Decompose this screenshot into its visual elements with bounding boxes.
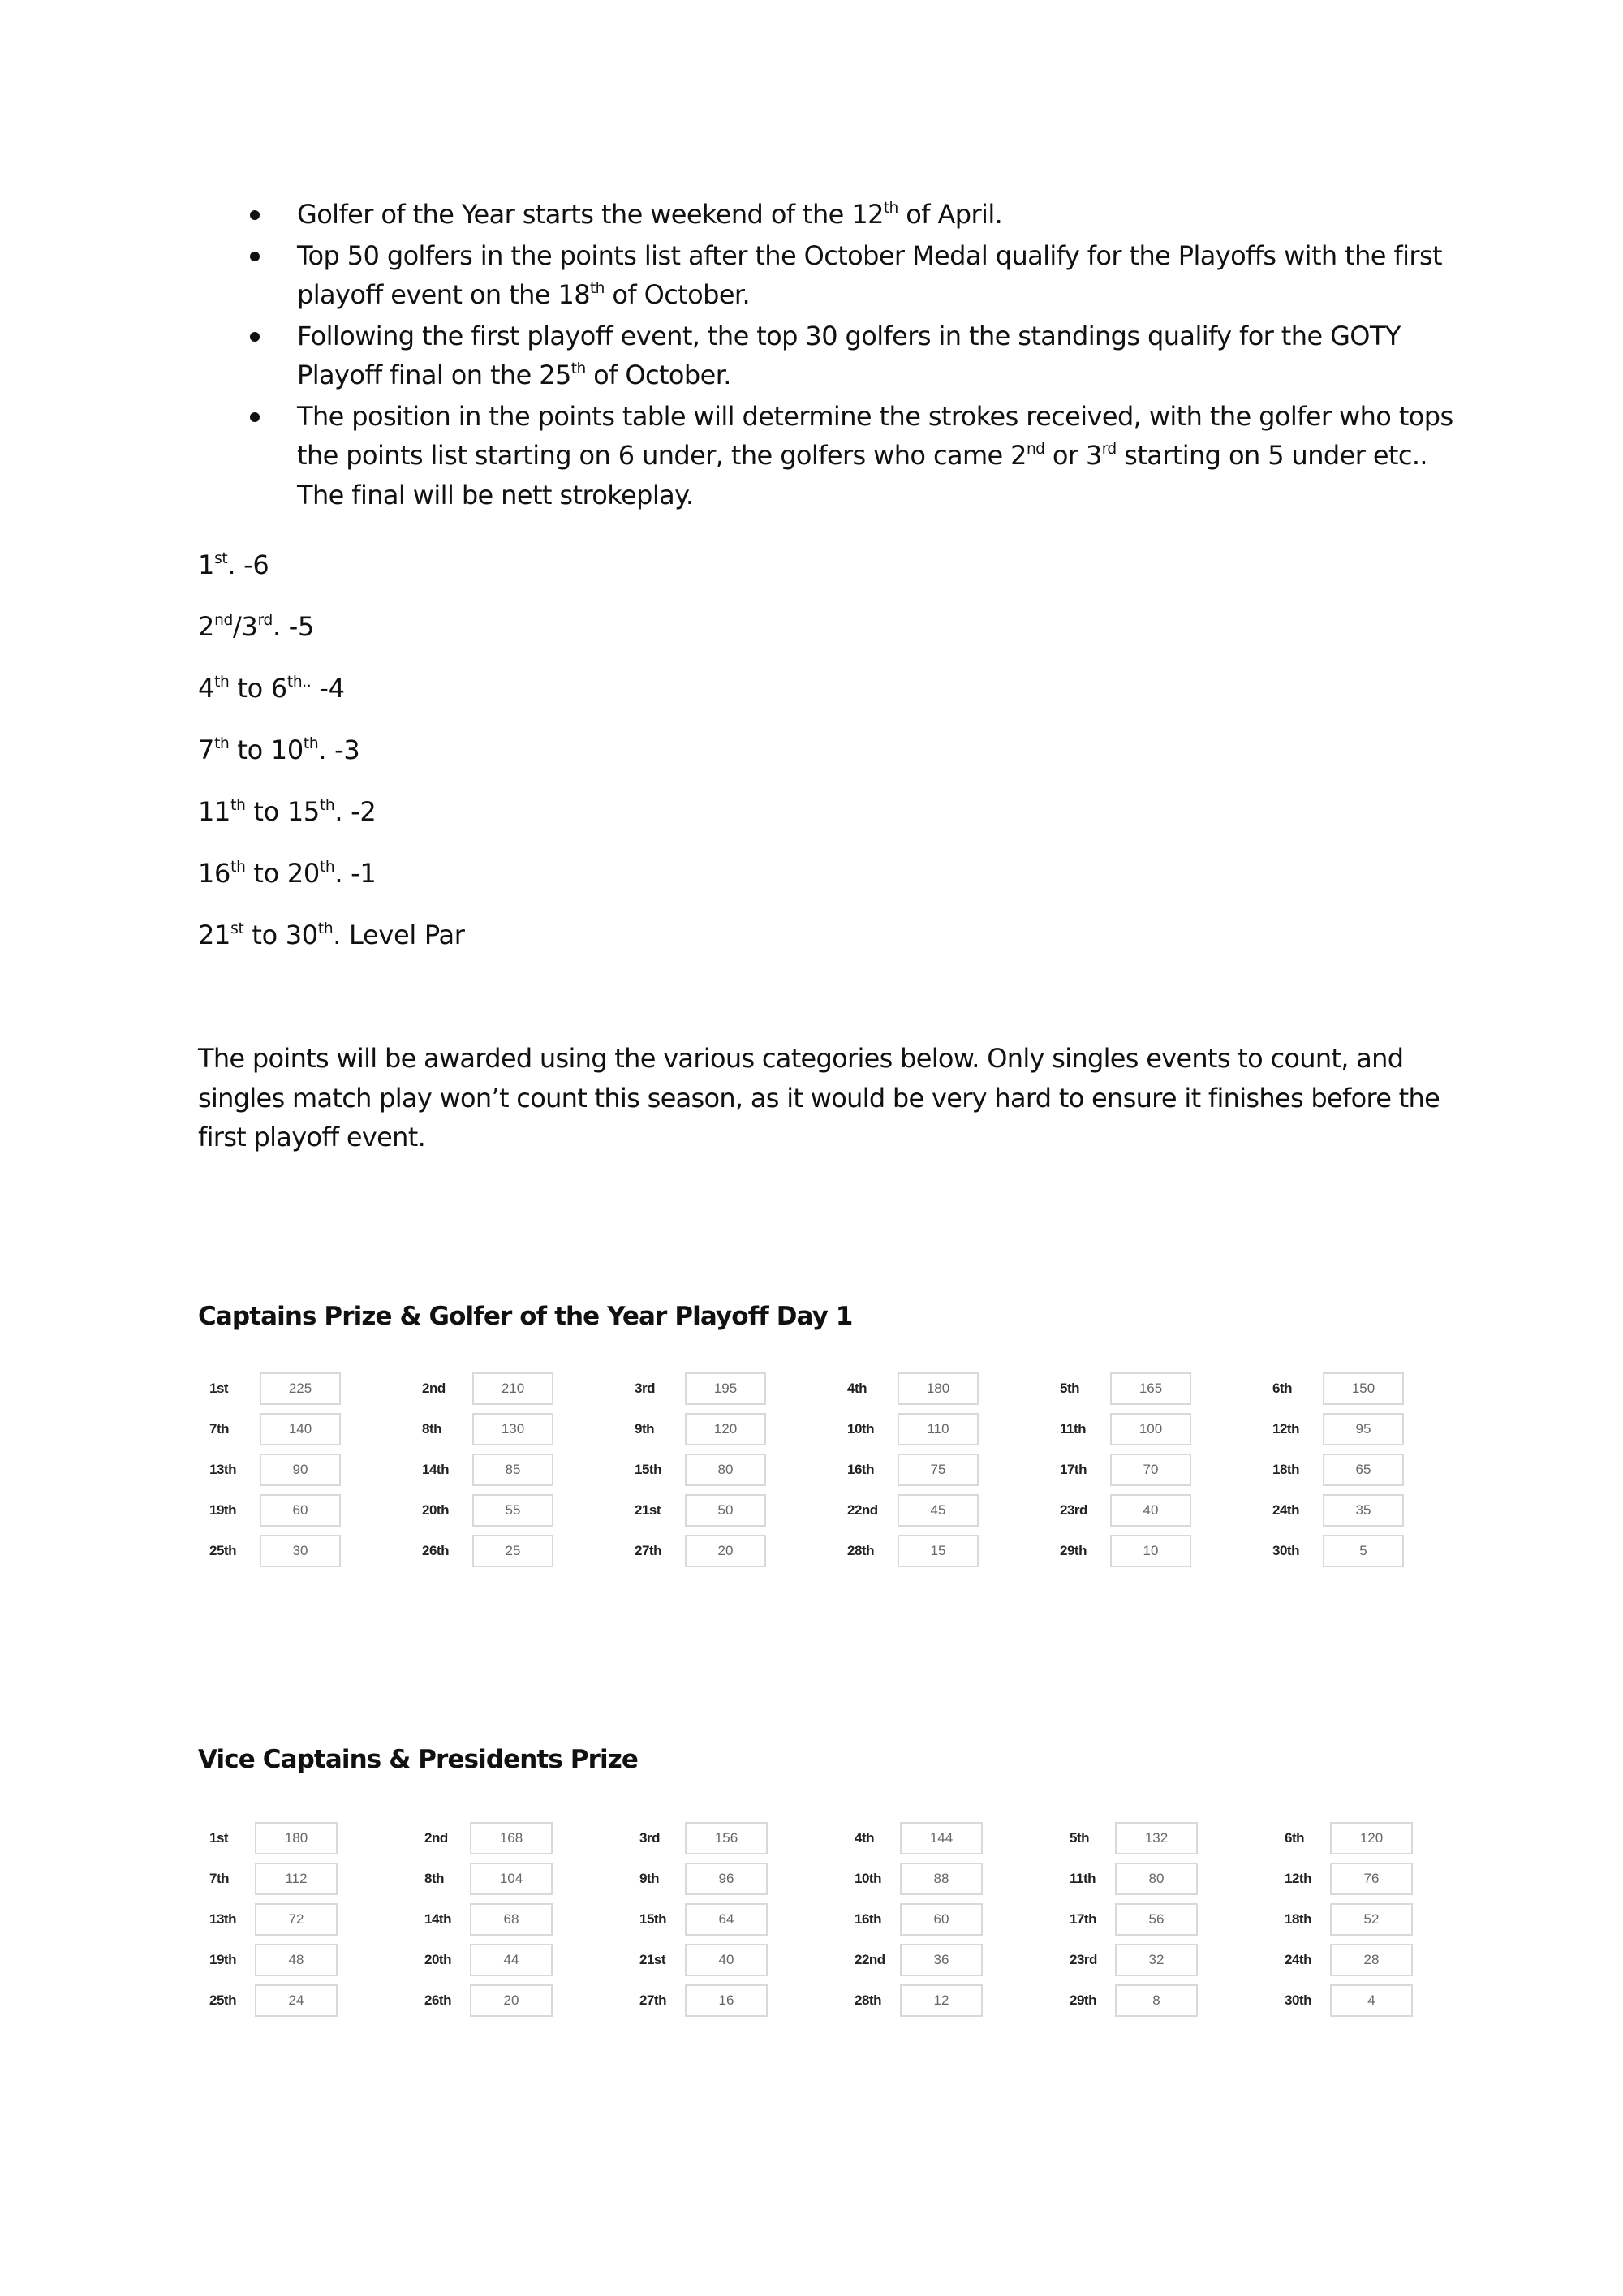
position-label: 23rd <box>1060 1502 1087 1518</box>
position-label: 7th <box>209 1871 229 1886</box>
position-cell <box>833 1372 1045 1405</box>
position-label: 30th <box>1285 1992 1311 2008</box>
points-value-box: 65 <box>1323 1454 1404 1486</box>
strokes-line <box>198 792 465 854</box>
strokes-line <box>198 730 465 792</box>
position-cell <box>833 1413 1045 1445</box>
table-row <box>195 1409 1470 1450</box>
position-label: 15th <box>635 1462 661 1477</box>
points-value-box: 28 <box>1330 1944 1413 1976</box>
points-value-box: 64 <box>685 1903 768 1936</box>
position-label: 9th <box>635 1421 654 1437</box>
text-run: . Level Par <box>333 920 465 950</box>
position-label: 28th <box>847 1543 874 1558</box>
position-cell <box>833 1494 1045 1527</box>
points-value-box: 4 <box>1330 1984 1413 2017</box>
bullet-item <box>243 236 1461 315</box>
points-value-box: 10 <box>1110 1535 1191 1567</box>
points-value-box: 68 <box>470 1903 553 1936</box>
position-cell <box>407 1535 620 1567</box>
position-label: 5th <box>1060 1381 1079 1396</box>
position-label: 12th <box>1285 1871 1311 1886</box>
strokes-line <box>198 915 465 977</box>
points-value-box: 20 <box>685 1535 766 1567</box>
points-value-box: 104 <box>470 1863 553 1895</box>
points-value-box: 52 <box>1330 1903 1413 1936</box>
position-cell <box>620 1494 833 1527</box>
position-cell <box>625 1944 840 1976</box>
points-value-box: 35 <box>1323 1494 1404 1527</box>
points-value-box: 75 <box>898 1454 979 1486</box>
points-value-box: 32 <box>1115 1944 1198 1976</box>
position-cell <box>195 1944 410 1976</box>
position-label: 30th <box>1272 1543 1299 1558</box>
position-label: 24th <box>1285 1952 1311 1967</box>
ordinal-suffix: th <box>214 734 230 752</box>
position-label: 14th <box>422 1462 449 1477</box>
position-label: 16th <box>855 1911 881 1927</box>
ordinal-suffix: th <box>570 360 586 377</box>
position-label: 26th <box>424 1992 451 2008</box>
points-value-box: 156 <box>685 1822 768 1854</box>
table-row <box>195 1368 1470 1409</box>
position-label: 28th <box>855 1992 881 2008</box>
position-cell <box>840 1903 1055 1936</box>
bullet-icon <box>250 332 260 342</box>
ordinal-suffix: st <box>230 920 244 937</box>
ordinal-suffix: th <box>230 796 246 814</box>
ordinal-suffix: th <box>319 796 335 814</box>
position-cell <box>1258 1535 1470 1567</box>
points-value-box: 100 <box>1110 1413 1191 1445</box>
bullet-item <box>243 317 1461 395</box>
points-table-vice-captains-prize <box>195 1818 1485 2021</box>
points-value-box: 130 <box>472 1413 553 1445</box>
position-cell <box>195 1372 407 1405</box>
position-cell <box>410 1903 625 1936</box>
table-row <box>195 1980 1485 2021</box>
position-cell <box>410 1984 625 2017</box>
bullet-icon <box>250 252 260 261</box>
position-label: 5th <box>1070 1830 1089 1846</box>
table-row <box>195 1531 1470 1571</box>
points-value-box: 150 <box>1323 1372 1404 1405</box>
position-cell <box>1270 1863 1485 1895</box>
ordinal-suffix: nd <box>214 611 233 629</box>
table-row <box>195 1490 1470 1531</box>
points-value-box: 25 <box>472 1535 553 1567</box>
position-label: 20th <box>424 1952 451 1967</box>
points-value-box: 12 <box>900 1984 983 2017</box>
table-row <box>195 1859 1485 1899</box>
points-value-box: 36 <box>900 1944 983 1976</box>
position-label: 27th <box>639 1992 666 2008</box>
position-label: 19th <box>209 1502 236 1518</box>
points-value-box: 72 <box>255 1903 338 1936</box>
text-run: to 10 <box>229 734 304 765</box>
points-value-box: 132 <box>1115 1822 1198 1854</box>
position-cell <box>1055 1903 1270 1936</box>
position-label: 13th <box>209 1911 236 1927</box>
ordinal-suffix: th <box>230 858 246 876</box>
points-value-box: 88 <box>900 1863 983 1895</box>
points-value-box: 120 <box>1330 1822 1413 1854</box>
points-value-box: 120 <box>685 1413 766 1445</box>
position-cell <box>1055 1863 1270 1895</box>
position-cell <box>840 1822 1055 1854</box>
points-value-box: 165 <box>1110 1372 1191 1405</box>
position-cell <box>1045 1372 1258 1405</box>
bullet-item <box>243 195 1461 235</box>
strokes-line <box>198 545 465 607</box>
position-cell <box>1258 1454 1470 1486</box>
position-label: 25th <box>209 1543 236 1558</box>
points-table-captains-prize <box>195 1368 1470 1571</box>
position-label: 6th <box>1272 1381 1292 1396</box>
position-label: 27th <box>635 1543 661 1558</box>
position-label: 11th <box>1060 1421 1087 1437</box>
points-value-box: 30 <box>260 1535 341 1567</box>
ordinal-suffix: th <box>214 673 230 691</box>
position-cell <box>1055 1984 1270 2017</box>
ordinal-suffix: th <box>589 279 605 297</box>
text-run: Following the first playoff event, the top 30 golfers in the standings qualify for the GOTY Playoff final on the 25 <box>297 320 1401 390</box>
points-value-box: 40 <box>1110 1494 1191 1527</box>
position-cell <box>1270 1822 1485 1854</box>
position-cell <box>625 1984 840 2017</box>
text-run: of October. <box>604 279 751 310</box>
points-value-box: 16 <box>685 1984 768 2017</box>
points-value-box: 80 <box>1115 1863 1198 1895</box>
text-run: . -2 <box>334 796 377 827</box>
points-value-box: 40 <box>685 1944 768 1976</box>
position-cell <box>625 1822 840 1854</box>
text-run: 7 <box>198 734 215 765</box>
points-value-box: 50 <box>685 1494 766 1527</box>
position-label: 9th <box>639 1871 659 1886</box>
points-value-box: 96 <box>685 1863 768 1895</box>
ordinal-suffix: nd <box>1026 440 1045 458</box>
text-run: -4 <box>311 673 345 704</box>
ordinal-suffix: st <box>214 549 228 567</box>
position-label: 1st <box>209 1830 229 1846</box>
text-run: . -1 <box>334 858 377 889</box>
position-label: 22nd <box>855 1952 885 1967</box>
text-run: to 6 <box>229 673 287 704</box>
text-run: 11 <box>198 796 231 827</box>
position-cell <box>840 1863 1055 1895</box>
position-cell <box>1258 1494 1470 1527</box>
position-label: 19th <box>209 1952 236 1967</box>
points-value-box: 55 <box>472 1494 553 1527</box>
position-label: 17th <box>1070 1911 1096 1927</box>
points-value-box: 95 <box>1323 1413 1404 1445</box>
points-value-box: 210 <box>472 1372 553 1405</box>
position-label: 4th <box>847 1381 867 1396</box>
position-label: 26th <box>422 1543 449 1558</box>
position-cell <box>407 1413 620 1445</box>
position-cell <box>195 1494 407 1527</box>
position-label: 18th <box>1285 1911 1311 1927</box>
strokes-received-list <box>198 545 465 977</box>
strokes-line <box>198 854 465 915</box>
position-cell <box>1258 1413 1470 1445</box>
points-value-box: 110 <box>898 1413 979 1445</box>
position-cell <box>833 1535 1045 1567</box>
ordinal-suffix: rd <box>257 611 273 629</box>
ordinal-suffix: th <box>883 199 898 217</box>
points-value-box: 112 <box>255 1863 338 1895</box>
points-value-box: 56 <box>1115 1903 1198 1936</box>
position-cell <box>195 1535 407 1567</box>
points-value-box: 140 <box>260 1413 341 1445</box>
points-value-box: 85 <box>472 1454 553 1486</box>
position-label: 7th <box>209 1421 229 1437</box>
points-value-box: 168 <box>470 1822 553 1854</box>
position-label: 13th <box>209 1462 236 1477</box>
points-value-box: 24 <box>255 1984 338 2017</box>
text-run: Top 50 golfers in the points list after the October Medal qualify for the Playoffs with the first playoff event on the 18 <box>297 239 1442 310</box>
position-cell <box>195 1903 410 1936</box>
text-run: 4 <box>198 673 215 704</box>
text-run: to 30 <box>243 920 318 950</box>
position-cell <box>1258 1372 1470 1405</box>
rules-bullet-list <box>243 195 1461 516</box>
position-label: 2nd <box>422 1381 446 1396</box>
position-label: 24th <box>1272 1502 1299 1518</box>
position-label: 25th <box>209 1992 236 2008</box>
points-value-box: 60 <box>260 1494 341 1527</box>
position-label: 1st <box>209 1381 229 1396</box>
table-row <box>195 1899 1485 1940</box>
position-label: 15th <box>639 1911 666 1927</box>
position-label: 23rd <box>1070 1952 1097 1967</box>
position-cell <box>620 1372 833 1405</box>
position-cell <box>833 1454 1045 1486</box>
position-cell <box>1270 1944 1485 1976</box>
position-cell <box>620 1454 833 1486</box>
text-run: of April. <box>898 199 1003 230</box>
position-label: 8th <box>422 1421 441 1437</box>
text-run: or 3 <box>1044 440 1102 471</box>
points-value-box: 90 <box>260 1454 341 1486</box>
points-value-box: 8 <box>1115 1984 1198 2017</box>
ordinal-suffix: rd <box>1101 440 1117 458</box>
position-cell <box>1270 1984 1485 2017</box>
text-run: . -3 <box>318 734 360 765</box>
text-run: Golfer of the Year starts the weekend of the 12 <box>297 199 884 230</box>
text-run: 2 <box>198 611 215 642</box>
points-value-box: 76 <box>1330 1863 1413 1895</box>
position-label: 18th <box>1272 1462 1299 1477</box>
points-value-box: 15 <box>898 1535 979 1567</box>
text-run: starting on 5 under etc.. The final will be nett strokeplay. <box>297 440 1427 510</box>
position-cell <box>840 1944 1055 1976</box>
bullet-icon <box>250 210 260 220</box>
points-value-box: 144 <box>900 1822 983 1854</box>
ordinal-suffix: th <box>319 858 335 876</box>
position-cell <box>1045 1494 1258 1527</box>
position-label: 2nd <box>424 1830 448 1846</box>
position-cell <box>195 1863 410 1895</box>
position-cell <box>195 1984 410 2017</box>
position-cell <box>1055 1822 1270 1854</box>
position-cell <box>620 1535 833 1567</box>
strokes-line <box>198 669 465 730</box>
text-run: The position in the points table will determine the strokes received, with the golfer who tops the points list starting on 6 under, the golfers who came 2 <box>297 400 1453 471</box>
position-label: 16th <box>847 1462 874 1477</box>
position-label: 10th <box>855 1871 881 1886</box>
position-label: 12th <box>1272 1421 1299 1437</box>
ordinal-suffix: th.. <box>286 673 312 691</box>
position-cell <box>407 1454 620 1486</box>
text-run: 1 <box>198 549 215 580</box>
position-label: 20th <box>422 1502 449 1518</box>
position-label: 29th <box>1070 1992 1096 2008</box>
text-run: . -6 <box>227 549 269 580</box>
position-label: 6th <box>1285 1830 1304 1846</box>
position-cell <box>195 1822 410 1854</box>
text-run: /3 <box>233 611 258 642</box>
points-value-box: 20 <box>470 1984 553 2017</box>
position-label: 4th <box>855 1830 874 1846</box>
points-explanation-paragraph: The points will be awarded using the various categories below. Only singles events to count, and singles match play won’t count this season, as it would be very hard to ensure it finishes before the first playoff event. <box>198 1043 1440 1152</box>
position-label: 29th <box>1060 1543 1087 1558</box>
ordinal-suffix: th <box>317 920 334 937</box>
position-cell <box>195 1454 407 1486</box>
strokes-line <box>198 607 465 669</box>
points-value-box: 5 <box>1323 1535 1404 1567</box>
position-label: 21st <box>639 1952 666 1967</box>
position-label: 8th <box>424 1871 444 1886</box>
text-run: to 15 <box>245 796 320 827</box>
position-cell <box>410 1822 625 1854</box>
position-cell <box>1055 1944 1270 1976</box>
points-value-box: 45 <box>898 1494 979 1527</box>
position-cell <box>625 1863 840 1895</box>
points-value-box: 225 <box>260 1372 341 1405</box>
position-label: 22nd <box>847 1502 878 1518</box>
position-cell <box>1270 1903 1485 1936</box>
position-cell <box>1045 1454 1258 1486</box>
points-value-box: 80 <box>685 1454 766 1486</box>
text-run: 16 <box>198 858 231 889</box>
bullet-item <box>243 397 1461 515</box>
points-value-box: 48 <box>255 1944 338 1976</box>
position-cell <box>840 1984 1055 2017</box>
points-value-box: 70 <box>1110 1454 1191 1486</box>
position-cell <box>410 1863 625 1895</box>
text-run: to 20 <box>245 858 320 889</box>
text-run: . -5 <box>273 611 315 642</box>
table-row <box>195 1940 1485 1980</box>
points-value-box: 44 <box>470 1944 553 1976</box>
text-run: 21 <box>198 920 231 950</box>
position-label: 17th <box>1060 1462 1087 1477</box>
position-cell <box>407 1372 620 1405</box>
table-title-captains-prize: Captains Prize & Golfer of the Year Playoff Day 1 <box>198 1302 853 1331</box>
position-cell <box>625 1903 840 1936</box>
position-label: 3rd <box>639 1830 660 1846</box>
points-value-box: 195 <box>685 1372 766 1405</box>
table-row <box>195 1450 1470 1490</box>
position-cell <box>195 1413 407 1445</box>
position-cell <box>410 1944 625 1976</box>
table-row <box>195 1818 1485 1859</box>
position-label: 10th <box>847 1421 874 1437</box>
table-title-vice-captains-prize: Vice Captains & Presidents Prize <box>198 1745 638 1774</box>
position-label: 11th <box>1070 1871 1096 1886</box>
position-label: 21st <box>635 1502 661 1518</box>
position-cell <box>1045 1413 1258 1445</box>
bullet-icon <box>250 412 260 422</box>
points-value-box: 180 <box>898 1372 979 1405</box>
ordinal-suffix: th <box>303 734 319 752</box>
position-cell <box>1045 1535 1258 1567</box>
position-cell <box>407 1494 620 1527</box>
points-value-box: 60 <box>900 1903 983 1936</box>
text-run: of October. <box>585 360 731 390</box>
position-label: 3rd <box>635 1381 655 1396</box>
points-value-box: 180 <box>255 1822 338 1854</box>
position-label: 14th <box>424 1911 451 1927</box>
position-cell <box>620 1413 833 1445</box>
